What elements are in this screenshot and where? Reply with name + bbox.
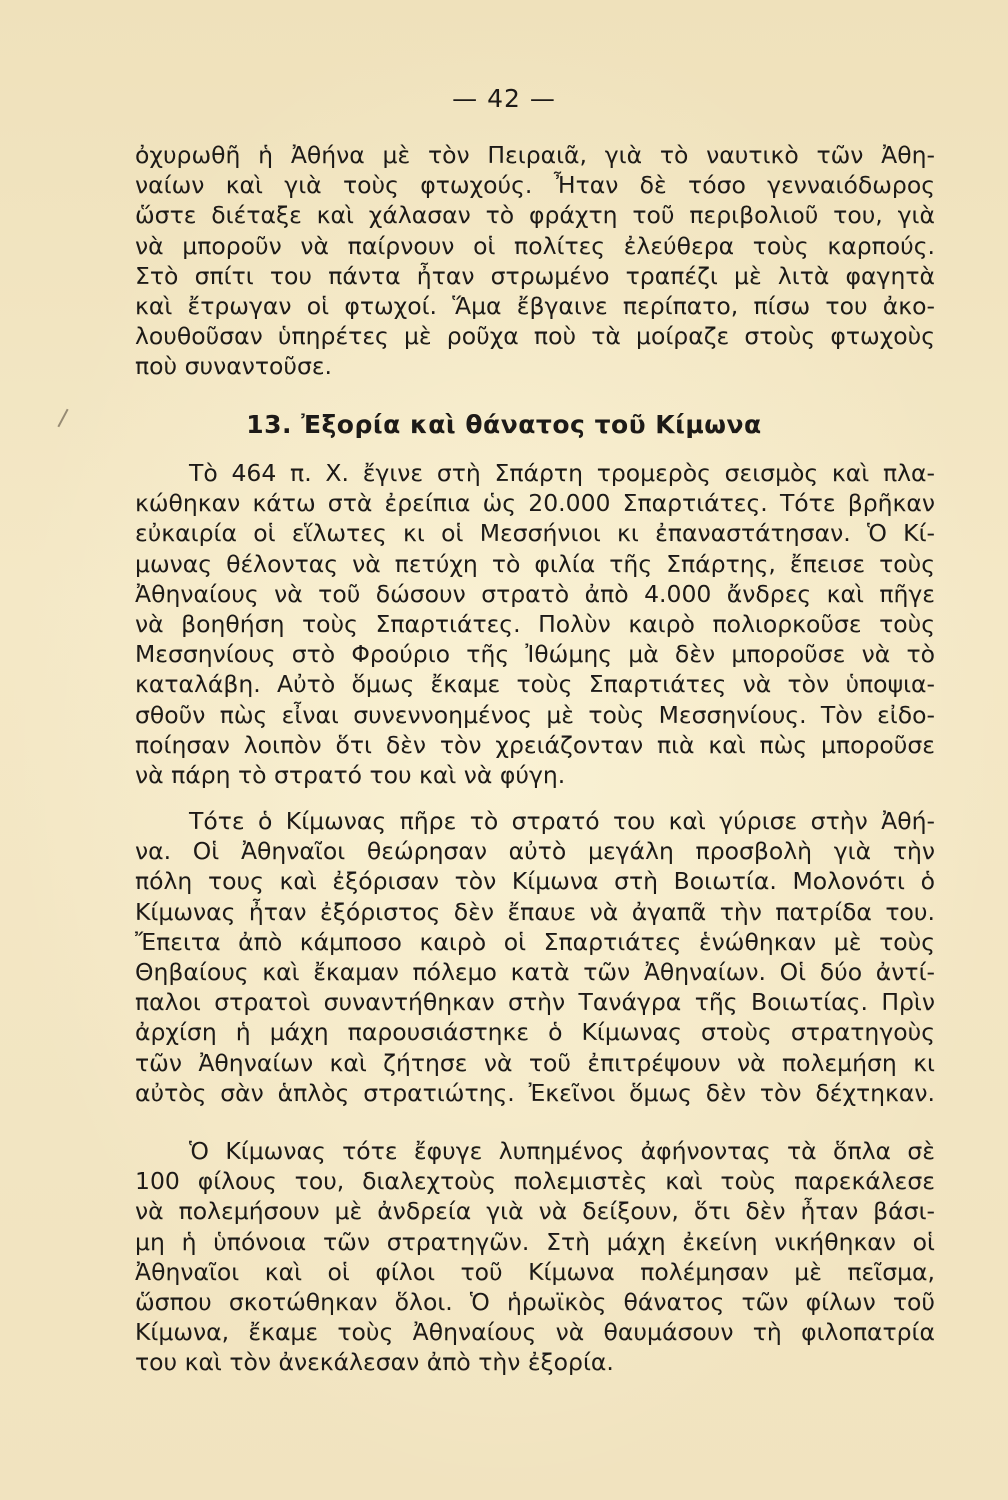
- text-line: 100 φίλους του, διαλεχτοὺς πολεμιστὲς καὶ τοὺς παρεκάλεσε: [135, 1167, 935, 1196]
- paragraph-4: [135, 1136, 935, 1378]
- text-line: μη ἡ ὑπόνοια τῶν στρατηγῶν. Στὴ μάχη ἐκείνη νικήθηκαν οἱ: [135, 1227, 935, 1256]
- text-line: νὰ πολεμήσουν μὲ ἀνδρεία γιὰ νὰ δείξουν, ὅτι δὲν ἦταν βάσι-: [135, 1197, 935, 1226]
- text-line: Ἀθηναίους νὰ τοῦ δώσουν στρατὸ ἀπὸ 4.000 ἄνδρες καὶ πῆγε: [135, 579, 935, 608]
- text-line: λουθοῦσαν ὑπηρέτες μὲ ροῦχα ποὺ τὰ μοίραζε στοὺς φτωχοὺς: [135, 322, 935, 351]
- text-line: τῶν Ἀθηναίων καὶ ζήτησε νὰ τοῦ ἐπιτρέψουν νὰ πολεμήση κι: [135, 1048, 935, 1077]
- text-line: ποίησαν λοιπὸν ὅτι δὲν τὸν χρειάζονταν πιὰ καὶ πὼς μποροῦσε: [135, 730, 935, 759]
- text-line: Ὁ Κίμωνας τότε ἔφυγε λυπημένος ἀφήνοντας τὰ ὅπλα σὲ: [189, 1137, 935, 1165]
- text-line: ὥστε διέταξε καὶ χάλασαν τὸ φράχτη τοῦ περιβολιοῦ του, γιὰ: [135, 201, 935, 230]
- paragraph-2: [135, 458, 935, 790]
- text-line: Τότε ὁ Κίμωνας πῆρε τὸ στρατό του καὶ γύρισε στὴν Ἀθή-: [189, 807, 935, 835]
- text-line: Κίμωνας ἦταν ἐξόριστος δὲν ἔπαυε νὰ ἀγαπᾶ τὴν πατρίδα του.: [135, 897, 935, 926]
- text-line: Ἔπειτα ἀπὸ κάμποσο καιρὸ οἱ Σπαρτιάτες ἑνώθηκαν μὲ τοὺς: [135, 927, 935, 956]
- paragraph-1: [135, 140, 935, 382]
- text-line: Τὸ 464 π. Χ. ἔγινε στὴ Σπάρτη τρομερὸς σεισμὸς καὶ πλα-: [189, 459, 935, 487]
- paragraph-3: [135, 806, 935, 1108]
- text-line: ποὺ συναντοῦσε.: [135, 352, 333, 381]
- text-line: καταλάβη. Αὐτὸ ὅμως ἔκαμε τοὺς Σπαρτιάτες νὰ τὸν ὑποψια-: [135, 670, 935, 699]
- text-line: κώθηκαν κάτω στὰ ἐρείπια ὡς 20.000 Σπαρτιάτες. Τότε βρῆκαν: [135, 489, 935, 518]
- section-heading: 13. Ἐξορία καὶ θάνατος τοῦ Κίμωνα: [246, 410, 762, 439]
- text-line: νὰ βοηθήση τοὺς Σπαρτιάτες. Πολὺν καιρὸ πολιορκοῦσε τοὺς: [135, 609, 935, 638]
- text-line: του καὶ τὸν ἀνεκάλεσαν ἀπὸ τὴν ἐξορία.: [135, 1348, 614, 1377]
- text-line: νὰ μποροῦν νὰ παίρνουν οἱ πολίτες ἐλεύθερα τοὺς καρπούς.: [135, 231, 935, 260]
- text-line: νὰ πάρη τὸ στρατό του καὶ νὰ φύγη.: [135, 760, 566, 789]
- text-line: Στὸ σπίτι του πάντα ἦταν στρωμένο τραπέζι μὲ λιτὰ φαγητὰ: [135, 261, 935, 290]
- text-line: Κίμωνα, ἔκαμε τοὺς Ἀθηναίους νὰ θαυμάσουν τὴ φιλοπατρία: [135, 1318, 935, 1347]
- text-line: μωνας θέλοντας νὰ πετύχη τὸ φιλία τῆς Σπάρτης, ἔπεισε τοὺς: [135, 549, 935, 578]
- page-number: — 42 —: [452, 84, 556, 113]
- text-line: πόλη τους καὶ ἐξόρισαν τὸν Κίμωνα στὴ Βοιωτία. Μολονότι ὁ: [135, 867, 935, 896]
- text-line: ἀρχίση ἡ μάχη παρουσιάστηκε ὁ Κίμωνας στοὺς στρατηγοὺς: [135, 1018, 935, 1047]
- text-line: Θηβαίους καὶ ἔκαμαν πόλεμο κατὰ τῶν Ἀθηναίων. Οἱ δύο ἀντί-: [135, 957, 935, 986]
- text-line: ὀχυρωθῆ ἡ Ἀθήνα μὲ τὸν Πειραιᾶ, γιὰ τὸ ναυτικὸ τῶν Ἀθη-: [135, 141, 935, 169]
- text-line: αὐτὸς σὰν ἁπλὸς στρατιώτης. Ἐκεῖνοι ὅμως δὲν τὸν δέχτηκαν.: [135, 1078, 935, 1107]
- text-line: ὥσπου σκοτώθηκαν ὅλοι. Ὁ ἡρωϊκὸς θάνατος τῶν φίλων τοῦ: [135, 1287, 935, 1316]
- text-line: σθοῦν πὼς εἶναι συνεννοημένος μὲ τοὺς Μεσσηνίους. Τὸν εἰδο-: [135, 700, 935, 729]
- text-line: καὶ ἔτρωγαν οἱ φτωχοί. Ἅμα ἔβγαινε περίπατο, πίσω του ἀκο-: [135, 291, 935, 320]
- text-line: Ἀθηναῖοι καὶ οἱ φίλοι τοῦ Κίμωνα πολέμησαν μὲ πεῖσμα,: [135, 1257, 935, 1286]
- text-line: παλοι στρατοὶ συναντήθηκαν στὴν Τανάγρα τῆς Βοιωτίας. Πρὶν: [135, 988, 935, 1017]
- text-line: εὐκαιρία οἱ εἵλωτες κι οἱ Μεσσήνιοι κι ἐπαναστάτησαν. Ὁ Κί-: [135, 519, 935, 548]
- text-line: να. Οἱ Ἀθηναῖοι θεώρησαν αὐτὸ μεγάλη προσβολὴ γιὰ τὴν: [135, 837, 935, 866]
- text-line: Μεσσηνίους στὸ Φρούριο τῆς Ἰθώμης μὰ δὲν μποροῦσε νὰ τὸ: [135, 640, 935, 669]
- text-line: ναίων καὶ γιὰ τοὺς φτωχούς. Ἦταν δὲ τόσο γενναιόδωρος: [135, 171, 935, 200]
